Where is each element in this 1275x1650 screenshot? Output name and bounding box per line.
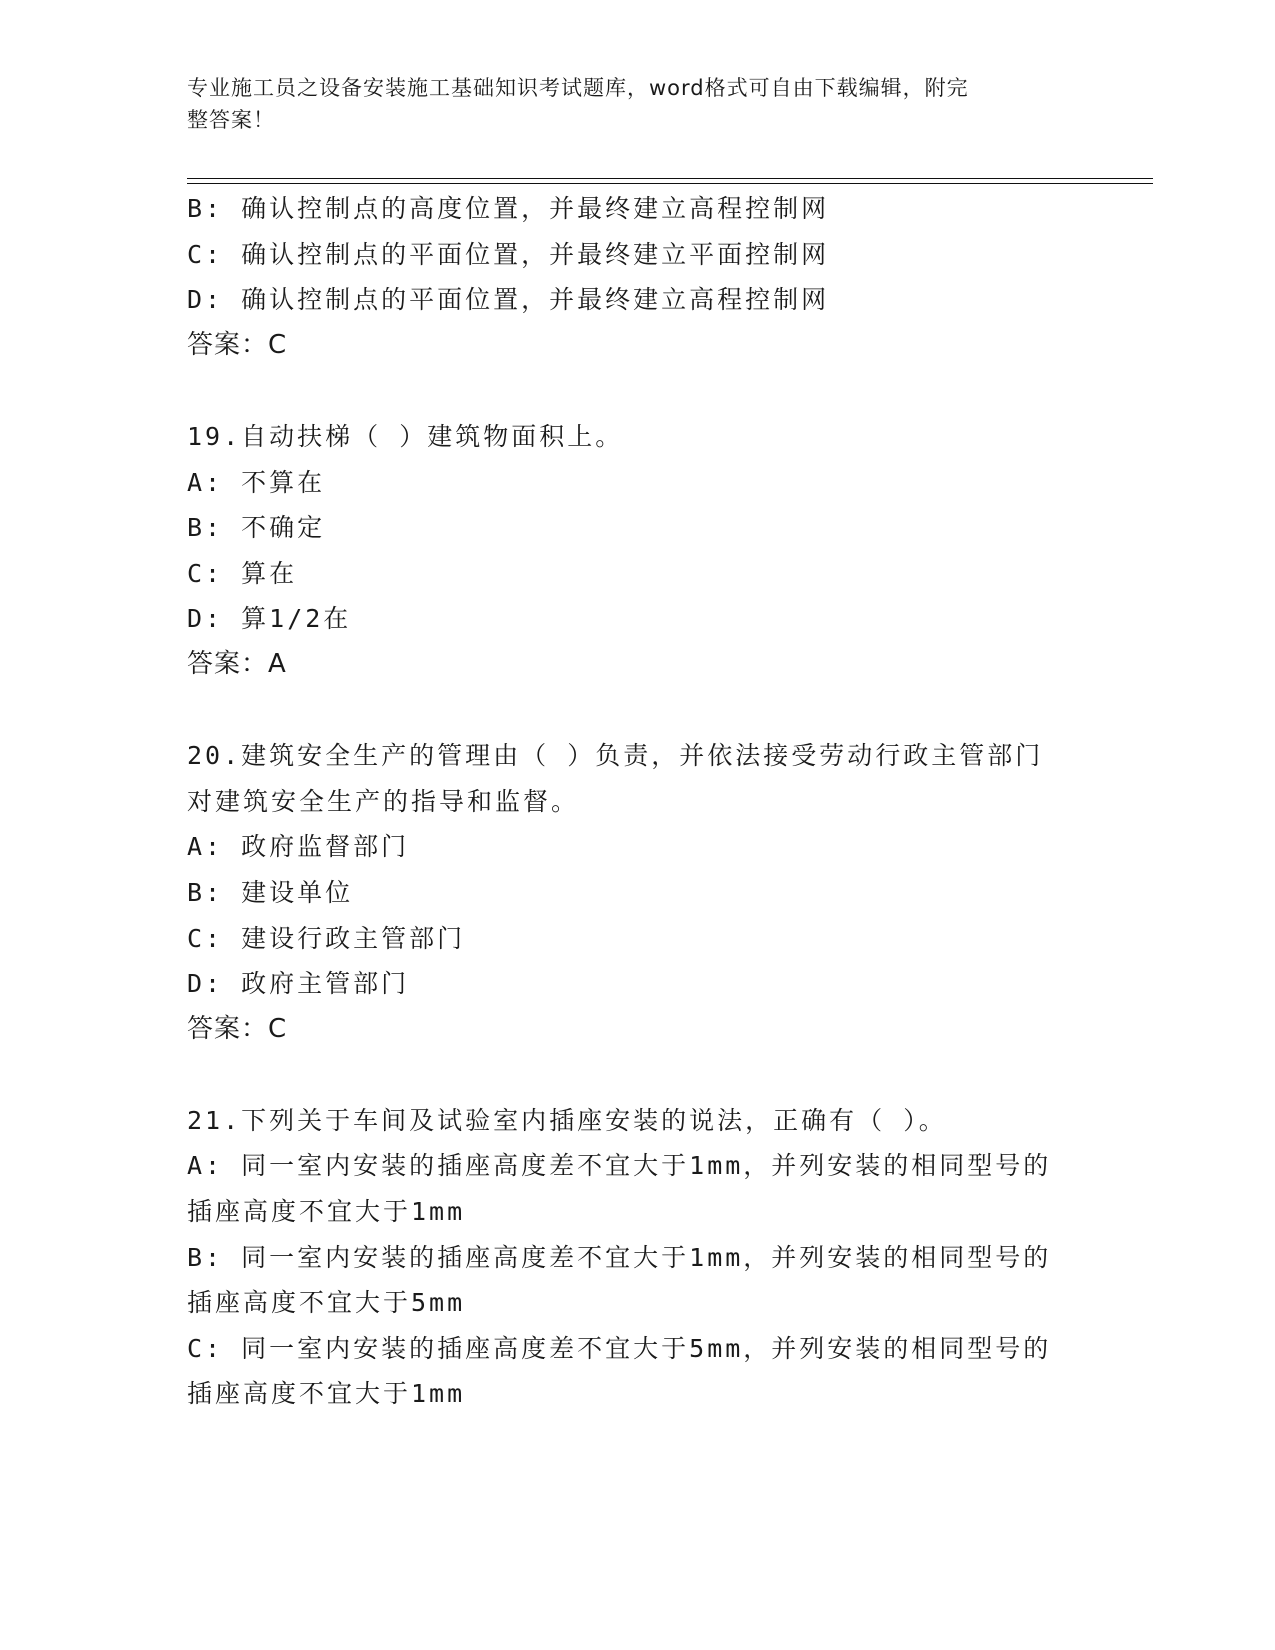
option-line: A: 不算在 (187, 467, 326, 497)
option-line: A: 同一室内安装的插座高度差不宜大于1mm，并列安装的相同型号的 (187, 1151, 1052, 1181)
option-line: 插座高度不宜大于5mm (187, 1288, 466, 1318)
header-divider-bottom (187, 183, 1153, 184)
question-21 (187, 1098, 1087, 1417)
option-line: D: 确认控制点的平面位置，并最终建立高程控制网 (187, 285, 830, 315)
header-divider-top (187, 178, 1153, 179)
option-line: C: 同一室内安装的插座高度差不宜大于5mm，并列安装的相同型号的 (187, 1333, 1052, 1363)
answer-line: 答案：A (187, 648, 287, 679)
question-list (187, 186, 1087, 1417)
option-line: B: 同一室内安装的插座高度差不宜大于1mm，并列安装的相同型号的 (187, 1242, 1052, 1272)
option-line: C: 确认控制点的平面位置，并最终建立平面控制网 (187, 239, 830, 269)
document-header (187, 72, 1067, 136)
option-line: C: 算在 (187, 558, 298, 588)
option-line: D: 算1/2在 (187, 604, 352, 634)
question-18-continued (187, 186, 1087, 368)
answer-line: 答案：C (187, 329, 288, 360)
option-line: C: 建设行政主管部门 (187, 923, 466, 953)
option-line: B: 确认控制点的高度位置，并最终建立高程控制网 (187, 194, 830, 223)
header-title-line-1: 专业施工员之设备安装施工基础知识考试题库，word格式可自由下载编辑，附完 (187, 76, 969, 100)
question-stem: 19.自动扶梯（ ）建筑物面积上。 (187, 421, 624, 451)
option-line: D: 政府主管部门 (187, 969, 410, 999)
question-20 (187, 733, 1087, 1052)
question-19 (187, 414, 1087, 688)
option-line: A: 政府监督部门 (187, 832, 410, 862)
option-line: B: 不确定 (187, 513, 326, 543)
question-stem: 20.建筑安全生产的管理由（ ）负责，并依法接受劳动行政主管部门 (187, 741, 1044, 771)
option-line: B: 建设单位 (187, 877, 354, 907)
option-line: 插座高度不宜大于1mm (187, 1379, 466, 1409)
question-stem: 对建筑安全生产的指导和监督。 (187, 786, 580, 816)
option-line: 插座高度不宜大于1mm (187, 1197, 466, 1227)
question-stem: 21.下列关于车间及试验室内插座安装的说法，正确有（ ）。 (187, 1105, 947, 1135)
answer-line: 答案：C (187, 1013, 288, 1044)
header-title-line-2: 整答案！ (187, 108, 275, 132)
